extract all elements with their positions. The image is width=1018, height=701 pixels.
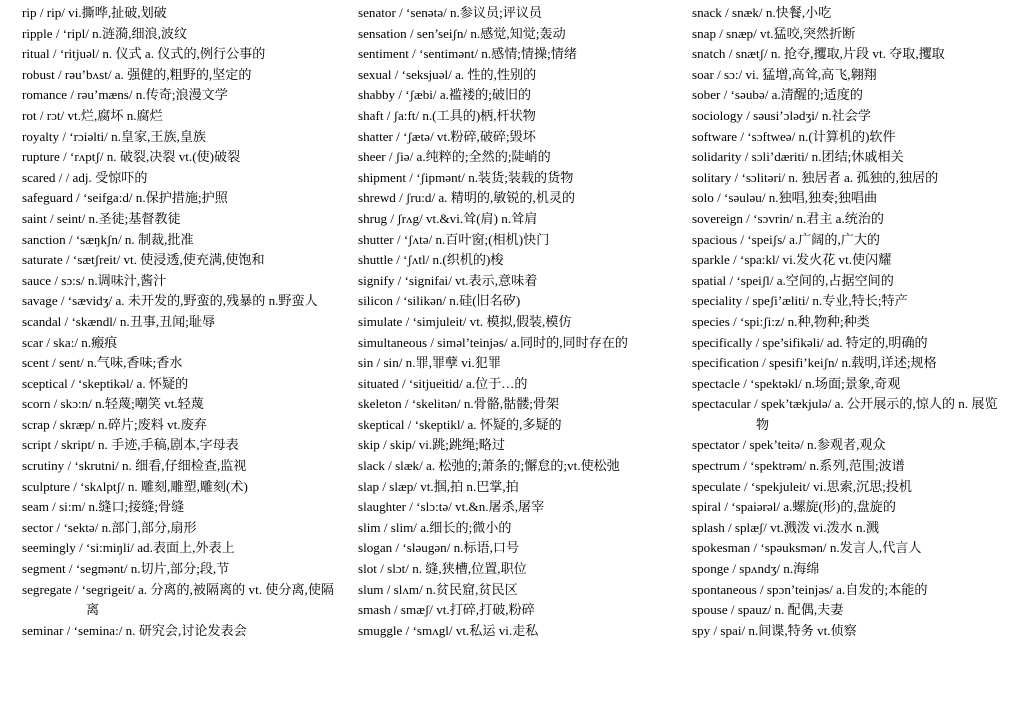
vocab-entry: royalty / ‘rɔiəlti/ n.皇家,王族,皇族 xyxy=(22,128,207,144)
vocab-entry: sheer / ʃiə/ a.纯粹的;全然的;陡峭的 xyxy=(358,149,551,165)
vocab-entry: sculpture / ‘skʌlptʃ/ n. 雕刻,雕塑,雕刻(术) xyxy=(22,478,248,494)
vocab-entry: software / ‘sɔftweə/ n.(计算机的)软件 xyxy=(692,128,896,144)
vocab-entry: scrutiny / ‘skrutni/ n. 细看,仔细检查,监视 xyxy=(22,458,247,474)
vocab-entry: silicon / ‘silikən/ n.硅(旧名矽) xyxy=(358,293,521,309)
vocab-entry: slack / slæk/ a. 松弛的;萧条的;懈怠的;vt.使松弛 xyxy=(358,458,620,474)
vocab-entry: rot / rɔt/ vt.烂,腐坏 n.腐烂 xyxy=(22,107,163,123)
vocab-entry: sponge / spʌndʒ/ n.海绵 xyxy=(692,561,820,577)
vocab-entry: sociology / səusi’ɔlədʒi/ n.社会学 xyxy=(692,107,871,123)
vocab-entry: skeleton / ‘skelitən/ n.骨骼,骷髅;骨架 xyxy=(358,396,560,412)
vocab-entry: seemingly / ‘si:miŋli/ ad.表面上,外表上 xyxy=(22,540,235,556)
vocab-entry: simulate / ‘simjuleit/ vt. 模拟,假装,模仿 xyxy=(358,313,572,329)
vocab-entry: scent / sent/ n.气味,香味;香水 xyxy=(22,355,183,371)
vocab-entry: scar / ska:/ n.瘢痕 xyxy=(22,334,118,350)
vocab-entry: soar / sɔ:/ vi. 猛增,高耸,高飞,翱翔 xyxy=(692,66,877,82)
vocab-entry: slim / slim/ a.细长的;微小的 xyxy=(358,519,512,535)
vocab-entry: shaft / ʃa:ft/ n.(工具的)柄,杆状物 xyxy=(358,107,536,123)
vocab-entry: sparkle / ‘spa:kl/ vi.发火花 vt.使闪耀 xyxy=(692,252,892,268)
vocab-entry: safeguard / ‘seifga:d/ n.保护措施;护照 xyxy=(22,190,228,206)
vocab-entry: sovereign / ‘sɔvrin/ n.君主 a.统治的 xyxy=(692,210,885,226)
column-2 xyxy=(358,3,678,641)
vocab-entry: skeptical / ‘skeptikl/ a. 怀疑的,多疑的 xyxy=(358,416,562,432)
vocab-entry: smash / smæʃ/ vt.打碎,打破,粉碎 xyxy=(358,602,535,618)
vocab-entry: rip / rip/ vi.撕哗,扯破,划破 xyxy=(22,5,167,20)
vocab-entry: scorn / skɔ:n/ n.轻蔑;嘲笑 vt.轻蔑 xyxy=(22,396,204,412)
vocab-entry: spouse / spauz/ n. 配偶,夫妻 xyxy=(692,602,844,618)
vocab-entry: saturate / ‘sætʃreit/ vt. 使浸透,使充满,使饱和 xyxy=(22,252,265,268)
vocab-entry: spiral / ‘spaiərəl/ a.螺旋(形)的,盘旋的 xyxy=(692,499,896,515)
vocab-entry: segregate / ‘segrigeit/ a. 分离的,被隔离的 vt. 使分离,使隔离 xyxy=(22,581,335,618)
vocab-entry: seminar / ‘semina:/ n. 研究会,讨论发表会 xyxy=(22,622,247,638)
vocab-entry: sexual / ‘seksjuəl/ a. 性的,性别的 xyxy=(358,66,537,82)
vocab-entry: species / ‘spi:ʃi:z/ n.种,物种;种类 xyxy=(692,313,870,329)
vocab-entry: sin / sin/ n.罪,罪孽 vi.犯罪 xyxy=(358,355,501,371)
vocab-entry: specifically / spe’sifikəli/ ad. 特定的,明确的 xyxy=(692,334,928,350)
vocab-entry: shrug / ʃrʌg/ vt.&vi.耸(肩) n.耸肩 xyxy=(358,210,538,226)
vocab-entry: spectrum / ‘spektrəm/ n.系列,范围;波谱 xyxy=(692,458,905,474)
vocab-entry: specification / spesifi’keiʃn/ n.载明,详述;规格 xyxy=(692,355,937,371)
vocab-entry: scrap / skræp/ n.碎片;废料 vt.废弃 xyxy=(22,416,207,432)
vocab-entry: snack / snæk/ n.快餐,小吃 xyxy=(692,5,832,20)
vocab-entry: spectator / spek’teitə/ n.参观者,观众 xyxy=(692,437,886,453)
vocab-entry: simultaneous / siməl’teinjəs/ a.同时的,同时存在的 xyxy=(358,334,628,350)
vocab-entry: sanction / ‘sæŋkʃn/ n. 制裁,批准 xyxy=(22,231,194,247)
vocab-entry: romance / rəu’mæns/ n.传奇;浪漫文学 xyxy=(22,87,228,103)
vocab-entry: senator / ‘senətə/ n.参议员;评议员 xyxy=(358,5,543,20)
vocab-entry: seam / si:m/ n.缝口;接缝;骨缝 xyxy=(22,499,185,515)
column-3 xyxy=(692,3,1010,641)
vocab-entry: robust / rəu’bʌst/ a. 强健的,粗野的,坚定的 xyxy=(22,66,252,82)
vocab-entry: slaughter / ‘slɔ:tə/ vt.&n.屠杀,屠宰 xyxy=(358,499,545,515)
vocab-entry: rupture / ‘rʌptʃ/ n. 破裂,决裂 vt.(使)破裂 xyxy=(22,149,241,165)
vocab-entry: shuttle / ‘ʃʌtl/ n.(织机的)梭 xyxy=(358,252,504,268)
vocab-entry: script / skript/ n. 手迹,手稿,剧本,字母表 xyxy=(22,437,239,453)
vocab-entry: savage / ‘sævidʒ/ a. 未开发的,野蛮的,残暴的 n.野蛮人 xyxy=(22,293,318,309)
vocab-entry: segment / ‘segmənt/ n.切片,部分;段,节 xyxy=(22,561,230,577)
vocab-entry: solo / ‘səuləu/ n.独唱,独奏;独唱曲 xyxy=(692,190,878,206)
vocab-entry: speciality / speʃi’æliti/ n.专业,特长;特产 xyxy=(692,293,908,309)
vocab-entry: skip / skip/ vi.跳;跳绳;略过 xyxy=(358,437,505,453)
vocab-entry: sentiment / ‘sentimənt/ n.感情;情操;情绪 xyxy=(358,46,577,62)
vocab-entry: saint / seint/ n.圣徒;基督教徒 xyxy=(22,210,181,226)
vocab-entry: slogan / ‘sləugən/ n.标语,口号 xyxy=(358,540,520,556)
vocab-entry: shrewd / ʃru:d/ a. 精明的,敏锐的,机灵的 xyxy=(358,190,576,206)
vocab-entry: ripple / ‘ripl/ n.涟漪,细浪,波纹 xyxy=(22,25,188,41)
vocab-entry: solidarity / sɔli’dæriti/ n.团结;休戚相关 xyxy=(692,149,904,165)
vocab-entry: shutter / ‘ʃʌtə/ n.百叶窗;(相机)快门 xyxy=(358,231,550,247)
vocab-entry: spatial / ‘speiʃl/ a.空间的,占据空间的 xyxy=(692,272,894,288)
vocab-entry: spacious / ‘speiʃs/ a.广阔的,广大的 xyxy=(692,231,881,247)
vocab-entry: sceptical / ‘skeptikəl/ a. 怀疑的 xyxy=(22,375,189,391)
vocab-entry: scared / / adj. 受惊吓的 xyxy=(22,169,148,185)
vocab-entry: spokesman / ‘spəuksmən/ n.发言人,代言人 xyxy=(692,540,922,556)
vocab-entry: sober / ‘səubə/ a.清醒的;适度的 xyxy=(692,87,863,103)
vocab-entry: splash / splæʃ/ vt.溅泼 vi.泼水 n.溅 xyxy=(692,519,879,535)
vocab-entry: sector / ‘sektə/ n.部门,部分,扇形 xyxy=(22,519,197,535)
vocab-entry: slum / slʌm/ n.贫民窟,贫民区 xyxy=(358,581,518,597)
vocab-entry: speculate / ‘spekjuleit/ vi.思索,沉思;投机 xyxy=(692,478,913,494)
vocab-entry: slap / slæp/ vt.掴,拍 n.巴掌,拍 xyxy=(358,478,519,494)
vocab-entry: slot / slɔt/ n. 缝,狭槽,位置,职位 xyxy=(358,561,527,577)
vocab-entry: snatch / snætʃ/ n. 抢夺,攫取,片段 vt. 夺取,攫取 xyxy=(692,46,945,62)
vocab-entry: situated / ‘sitjueitid/ a.位于…的 xyxy=(358,375,528,391)
vocab-entry: shabby / ‘ʃæbi/ a.褴褛的;破旧的 xyxy=(358,87,532,103)
vocab-entry: solitary / ‘sɔlitəri/ n. 独居者 a. 孤独的,独居的 xyxy=(692,169,939,185)
vocab-entry: shipment / ‘ʃipmənt/ n.装货;装载的货物 xyxy=(358,169,574,185)
vocab-entry: spy / spai/ n.间谍,特务 vt.侦察 xyxy=(692,622,857,638)
vocab-entry: signify / ‘signifai/ vt.表示,意味着 xyxy=(358,272,538,288)
vocab-entry: sensation / sen’seiʃn/ n.感觉,知觉;轰动 xyxy=(358,25,566,41)
vocab-entry: shatter / ‘ʃætə/ vt.粉碎,破碎;毁坏 xyxy=(358,128,536,144)
vocab-entry: spontaneous / spɔn’teinjəs/ a.自发的;本能的 xyxy=(692,581,928,597)
vocab-entry: spectacular / spek’tækjulə/ a. 公开展示的,惊人的 n. 展览物 xyxy=(692,396,998,432)
vocab-entry: smuggle / ‘smʌgl/ vt.私运 vi.走私 xyxy=(358,622,539,638)
column-1 xyxy=(22,3,340,641)
vocab-entry: scandal / ‘skændl/ n.丑事,丑闻;耻辱 xyxy=(22,313,216,329)
vocab-entry: spectacle / ‘spektəkl/ n.场面;景象,奇观 xyxy=(692,375,901,391)
vocab-entry: sauce / sɔ:s/ n.调味汁,酱汁 xyxy=(22,272,167,288)
vocab-entry: snap / snæp/ vt.猛咬,突然折断 xyxy=(692,25,856,41)
vocab-entry: ritual / ‘ritjuəl/ n. 仪式 a. 仪式的,例行公事的 xyxy=(22,46,266,62)
